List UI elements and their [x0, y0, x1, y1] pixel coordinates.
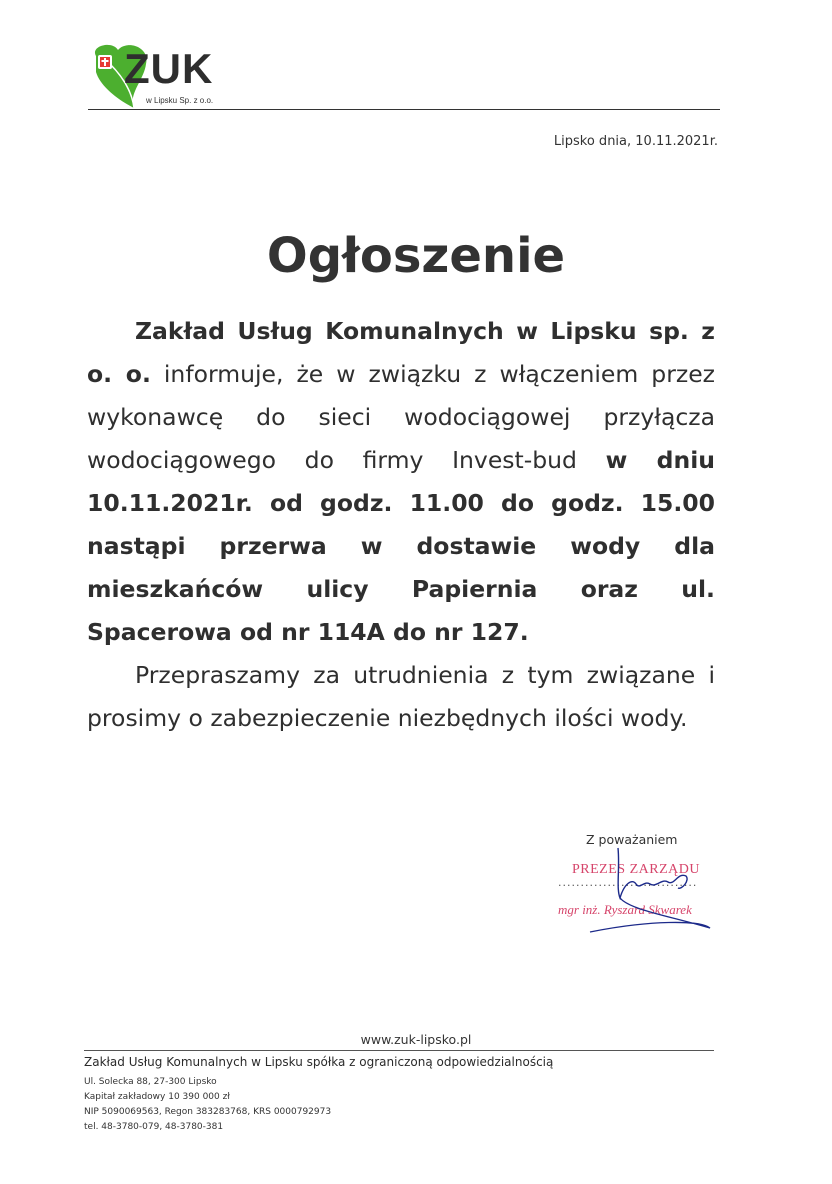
footer-website: www.zuk-lipsko.pl: [360, 1032, 472, 1047]
footer-registry-ids: NIP 5090069563, Regon 383283768, KRS 0000792973: [84, 1107, 332, 1117]
closing-greeting: Z poważaniem: [586, 832, 678, 847]
stamp-name: mgr inż. Ryszard Skwarek: [558, 902, 692, 917]
header-divider: [88, 109, 720, 110]
company-logo: [88, 42, 248, 110]
handwritten-signature-icon: [550, 828, 750, 938]
footer-company-name: Zakład Usług Komunalnych w Lipsku spółka z ograniczoną odpowiedzialnością: [84, 1055, 554, 1069]
footer-address: Ul. Solecka 88, 27-300 Lipsko: [84, 1077, 217, 1087]
footer-divider: [84, 1050, 714, 1051]
announcement-body: [87, 310, 715, 740]
logo-wordmark: ZUK: [124, 45, 214, 92]
footer-phone: tel. 48-3780-079, 48-3780-381: [84, 1122, 224, 1132]
company-name-bold: Zakład Usług Komunalnych w Lipsku sp. z o. o.: [87, 317, 715, 388]
footer-details: [84, 1075, 331, 1135]
stamp-title: PREZES ZARZĄDU: [572, 862, 700, 877]
signature-dots: ...............................: [558, 876, 698, 889]
page-title: Ogłoszenie: [266, 228, 566, 284]
paragraph-apology: Przepraszamy za utrudnienia z tym związane i prosimy o zabezpieczenie niezbędnych ilości wody.: [87, 661, 715, 732]
signature-block: [550, 828, 750, 938]
footer-capital: Kapitał zakładowy 10 390 000 zł: [84, 1092, 230, 1102]
paragraph-main: [87, 310, 715, 654]
paragraph-main-text: informuje, że w związku z włączeniem przez wykonawcę do sieci wodociągowej przyłącza wodociągowego do firmy Invest-bud: [87, 360, 715, 474]
document-date: Lipsko dnia, 10.11.2021r.: [553, 134, 718, 149]
outage-details-bold: w dniu 10.11.2021r. od godz. 11.00 do godz. 15.00 nastąpi przerwa w dostawie wody dla mieszkańców ulicy Papiernia oraz ul. Spacerowa od nr 114A do nr 127.: [87, 446, 715, 646]
logo-subtitle: w Lipsku Sp. z o.o.: [146, 96, 214, 105]
